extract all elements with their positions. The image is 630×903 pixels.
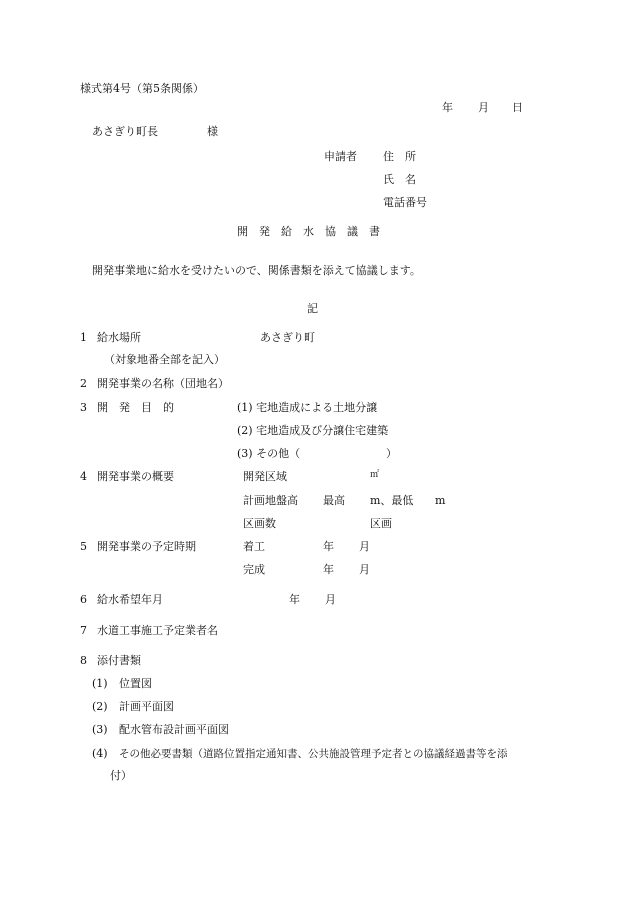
- item-1-note: （対象地番全部を記入）: [104, 353, 225, 366]
- item-4-lots-label: 区画数: [243, 517, 276, 530]
- attachment-2-number: (2): [92, 700, 108, 713]
- document-title: 開 発 給 水 協 議 書: [237, 225, 380, 238]
- item-3-option-2: (2) 宅地造成及び分譲住宅建築: [237, 424, 389, 437]
- applicant-label: 申請者: [324, 150, 357, 163]
- ki-heading: 記: [307, 302, 318, 315]
- item-5-end-year: 年: [323, 563, 334, 576]
- item-7-label: 水道工事施工予定業者名: [97, 624, 218, 637]
- attachment-2-text: 計画平面図: [119, 700, 174, 713]
- attachment-3-number: (3): [92, 723, 108, 736]
- item-4-area-unit: ㎡: [370, 470, 380, 480]
- addressee-name: あさぎり町長: [92, 125, 158, 138]
- item-5-end-month: 月: [359, 563, 370, 576]
- item-6-number: 6: [80, 593, 87, 606]
- item-5-start-label: 着工: [243, 540, 265, 553]
- item-1-number: 1: [80, 331, 87, 344]
- date-year: 年: [442, 101, 453, 114]
- applicant-address: 住 所: [383, 150, 416, 163]
- addressee-suffix: 様: [207, 125, 218, 138]
- date-day: 日: [512, 101, 523, 114]
- item-4-number: 4: [80, 470, 87, 483]
- item-4-height-label: 計画地盤高: [243, 494, 298, 507]
- item-3-option-3: (3) その他（: [237, 447, 301, 460]
- form-number: 様式第4号（第5条関係）: [80, 82, 204, 95]
- applicant-phone: 電話番号: [383, 196, 427, 209]
- item-4-height-unit: m: [435, 494, 446, 507]
- item-5-start-year: 年: [323, 540, 334, 553]
- item-7-number: 7: [80, 624, 87, 637]
- item-5-label: 開発事業の予定時期: [97, 540, 196, 553]
- attachment-3-text: 配水管布設計画平面図: [119, 723, 229, 736]
- item-3-option-1: (1) 宅地造成による土地分譲: [237, 401, 378, 414]
- item-5-start-month: 月: [359, 540, 370, 553]
- item-1-value: あさぎり町: [260, 331, 315, 344]
- item-4-label: 開発事業の概要: [97, 470, 174, 483]
- item-4-height-sep: m、最低: [370, 494, 414, 507]
- item-5-number: 5: [80, 540, 87, 553]
- item-4-lots-unit: 区画: [370, 517, 392, 530]
- item-4-area-label: 開発区域: [243, 470, 287, 483]
- item-8-label: 添付書類: [97, 654, 141, 667]
- date-month: 月: [478, 101, 489, 114]
- item-6-month: 月: [325, 593, 336, 606]
- attachment-1-text: 位置図: [119, 677, 152, 690]
- intro-text: 開発事業地に給水を受けたいので、関係書類を添えて協議します。: [92, 264, 421, 277]
- item-4-height-max: 最高: [323, 494, 345, 507]
- item-3-option-3-close: ）: [386, 447, 397, 460]
- item-6-year: 年: [289, 593, 300, 606]
- item-3-label: 開 発 目 的: [97, 401, 174, 414]
- item-8-number: 8: [80, 654, 87, 667]
- item-1-label: 給水場所: [97, 331, 141, 344]
- attachment-4-continuation: 付）: [110, 769, 132, 782]
- item-2-number: 2: [80, 377, 87, 390]
- attachment-4-number: (4): [92, 747, 108, 760]
- item-3-number: 3: [80, 401, 87, 414]
- attachment-4-text: その他必要書類（道路位置指定通知書、公共施設管理予定者との協議経過書等を添: [119, 748, 508, 760]
- item-6-label: 給水希望年月: [97, 593, 163, 606]
- item-2-label: 開発事業の名称（団地名）: [97, 377, 229, 390]
- attachment-1-number: (1): [92, 677, 108, 690]
- item-5-end-label: 完成: [243, 563, 265, 576]
- applicant-name: 氏 名: [383, 173, 416, 186]
